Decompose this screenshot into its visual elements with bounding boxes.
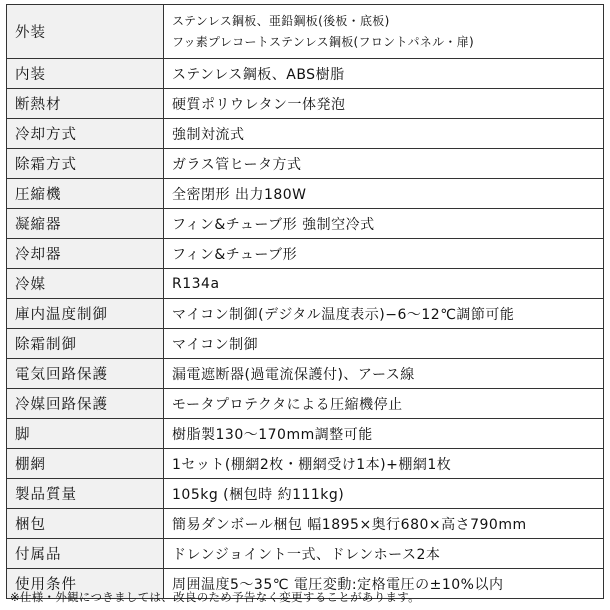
spec-value-line: フッ素プレコートステンレス鋼板(フロントパネル・扉) [172, 34, 474, 49]
spec-value: フィン&チューブ形 強制空冷式 [164, 209, 604, 239]
spec-label: 圧縮機 [7, 179, 164, 209]
spec-label: 除霜方式 [7, 149, 164, 179]
spec-label: 外装 [7, 5, 164, 59]
spec-value: 強制対流式 [164, 119, 604, 149]
spec-value: 全密閉形 出力180W [164, 179, 604, 209]
spec-value: 漏電遮断器(過電流保護付)、アース線 [164, 359, 604, 389]
spec-value: ドレンジョイント一式、ドレンホース2本 [164, 539, 604, 569]
spec-value-line: ステンレス鋼板、亜鉛鋼板(後板・底板) [172, 13, 390, 28]
spec-row-defrost-control [7, 329, 604, 359]
spec-label: 冷媒回路保護 [7, 389, 164, 419]
spec-row-packaging [7, 509, 604, 539]
spec-value [164, 5, 604, 59]
spec-label: 凝縮器 [7, 209, 164, 239]
spec-value: 1セット(棚網2枚・棚網受け1本)+棚網1枚 [164, 449, 604, 479]
spec-value: R134a [164, 269, 604, 299]
spec-label: 棚網 [7, 449, 164, 479]
spec-row-legs [7, 419, 604, 449]
spec-value: 硬質ポリウレタン一体発泡 [164, 89, 604, 119]
spec-value: モータプロテクタによる圧縮機停止 [164, 389, 604, 419]
spec-table [6, 4, 604, 599]
spec-value: 105kg (梱包時 約111kg) [164, 479, 604, 509]
spec-label: 断熱材 [7, 89, 164, 119]
spec-value: マイコン制御 [164, 329, 604, 359]
spec-row-defrost-method [7, 149, 604, 179]
spec-row-evaporator [7, 239, 604, 269]
spec-label: 冷媒 [7, 269, 164, 299]
spec-row-exterior [7, 5, 604, 59]
spec-label: 冷却器 [7, 239, 164, 269]
spec-label: 付属品 [7, 539, 164, 569]
spec-row-interior [7, 59, 604, 89]
spec-row-refrigerant-protection [7, 389, 604, 419]
spec-value: 周囲温度5〜35℃ 電圧変動:定格電圧の±10%以内 [164, 569, 604, 599]
spec-label: 庫内温度制御 [7, 299, 164, 329]
spec-value: ステンレス鋼板、ABS樹脂 [164, 59, 604, 89]
spec-row-refrigerant [7, 269, 604, 299]
spec-value: 樹脂製130〜170mm調整可能 [164, 419, 604, 449]
spec-row-weight [7, 479, 604, 509]
spec-label: 製品質量 [7, 479, 164, 509]
spec-row-shelves [7, 449, 604, 479]
spec-label: 使用条件 [7, 569, 164, 599]
spec-row-cooling-method [7, 119, 604, 149]
spec-row-insulation [7, 89, 604, 119]
spec-row-accessories [7, 539, 604, 569]
spec-label: 内装 [7, 59, 164, 89]
spec-row-compressor [7, 179, 604, 209]
spec-label: 除霜制御 [7, 329, 164, 359]
spec-value: ガラス管ヒータ方式 [164, 149, 604, 179]
spec-label: 冷却方式 [7, 119, 164, 149]
spec-row-temperature-control [7, 299, 604, 329]
spec-value: 簡易ダンボール梱包 幅1895×奥行680×高さ790mm [164, 509, 604, 539]
spec-value: マイコン制御(デジタル温度表示)−6〜12℃調節可能 [164, 299, 604, 329]
spec-row-circuit-protection [7, 359, 604, 389]
spec-label: 脚 [7, 419, 164, 449]
footnote: ※仕様・外観につきましては、改良のため予告なく変更することがあります。 [10, 590, 420, 604]
spec-value: フィン&チューブ形 [164, 239, 604, 269]
spec-row-condenser [7, 209, 604, 239]
spec-label: 梱包 [7, 509, 164, 539]
spec-label: 電気回路保護 [7, 359, 164, 389]
